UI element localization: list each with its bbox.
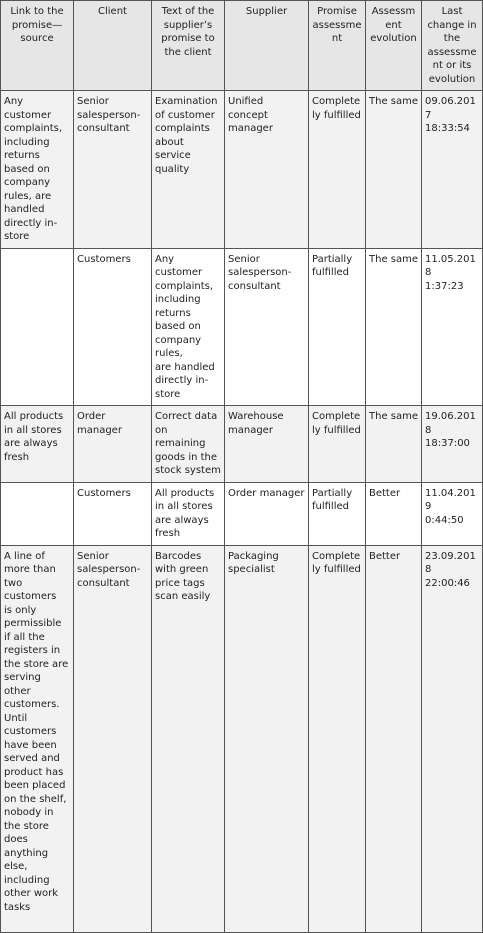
cell-last-change bbox=[422, 91, 483, 249]
cell-last-change-text: 11.04.2019 0:44:50 bbox=[425, 487, 476, 526]
cell-source bbox=[1, 406, 74, 483]
cell-source bbox=[1, 91, 74, 249]
cell-evolution-text: The same bbox=[369, 253, 419, 265]
cell-assessment-text: Completely fulfilled bbox=[312, 96, 361, 121]
column-header-assessment: Promise assessment bbox=[309, 1, 366, 91]
cell-supplier-text: Unified concept manager bbox=[228, 96, 273, 134]
cell-promise bbox=[152, 545, 225, 932]
cell-supplier bbox=[225, 545, 309, 932]
cell-last-change-text: 19.06.2018 18:37:00 bbox=[425, 411, 476, 449]
column-header-last-change: Last change in the assessment or its evolution bbox=[422, 1, 483, 91]
cell-promise-text: Correct data on remaining goods in the stock system bbox=[155, 411, 221, 476]
cell-evolution bbox=[366, 406, 422, 483]
cell-client bbox=[74, 406, 152, 483]
cell-client-text: Customers bbox=[77, 253, 131, 265]
cell-supplier bbox=[225, 482, 309, 545]
cell-supplier-text: Packaging specialist bbox=[228, 550, 279, 575]
cell-supplier-text: Senior salesperson-consultant bbox=[228, 253, 292, 292]
cell-assessment bbox=[309, 545, 366, 932]
cell-client bbox=[74, 545, 152, 932]
cell-assessment-text: Partially fulfilled bbox=[312, 253, 353, 278]
cell-client bbox=[74, 248, 152, 406]
cell-source-text: Any customer complaints, including returns based on company rules, are handled directly in-store bbox=[4, 96, 63, 242]
cell-last-change-text: 23.09.2018 22:00:46 bbox=[425, 550, 476, 589]
cell-promise-text: All products in all stores are always fresh bbox=[155, 487, 215, 539]
table-row bbox=[1, 248, 483, 406]
cell-client-text: Senior salesperson-consultant bbox=[77, 550, 141, 589]
cell-source bbox=[1, 248, 74, 406]
cell-client-text: Order manager bbox=[77, 411, 122, 436]
cell-source-text: A line of more than two customers is only permissible if all the registers in the store are serving other customers. Until customers have been served and product has been placed on the shelf, nobody in the store does anything else, including other work tasks bbox=[4, 550, 69, 913]
cell-evolution bbox=[366, 91, 422, 249]
column-header-source: Link to the promise—source bbox=[1, 1, 74, 91]
cell-last-change bbox=[422, 406, 483, 483]
table-row bbox=[1, 91, 483, 249]
cell-assessment bbox=[309, 482, 366, 545]
cell-client bbox=[74, 482, 152, 545]
cell-promise bbox=[152, 482, 225, 545]
cell-promise bbox=[152, 248, 225, 406]
column-header-promise-text: Text of the supplier’s promise to the client bbox=[152, 1, 225, 91]
table-row bbox=[1, 545, 483, 932]
cell-assessment bbox=[309, 248, 366, 406]
cell-evolution-text: The same bbox=[369, 96, 419, 107]
cell-promise-text: Any customer complaints, including returns based on company rules, are handled directly in-store bbox=[155, 253, 215, 400]
cell-source bbox=[1, 482, 74, 545]
column-header-supplier: Supplier bbox=[225, 1, 309, 91]
cell-last-change bbox=[422, 248, 483, 406]
cell-supplier bbox=[225, 248, 309, 406]
table-row bbox=[1, 482, 483, 545]
cell-supplier bbox=[225, 406, 309, 483]
cell-last-change bbox=[422, 482, 483, 545]
header-row bbox=[1, 1, 483, 91]
cell-last-change bbox=[422, 545, 483, 932]
cell-supplier-text: Order manager bbox=[228, 487, 305, 499]
cell-assessment bbox=[309, 406, 366, 483]
cell-last-change-text: 11.05.2018 1:37:23 bbox=[425, 253, 476, 292]
cell-assessment-text: Partially fulfilled bbox=[312, 487, 353, 512]
cell-evolution-text: Better bbox=[369, 550, 401, 562]
cell-assessment-text: Completely fulfilled bbox=[312, 550, 361, 575]
table-row bbox=[1, 406, 483, 483]
cell-client bbox=[74, 91, 152, 249]
column-header-client: Client bbox=[74, 1, 152, 91]
cell-evolution-text: The same bbox=[369, 411, 419, 422]
cell-evolution bbox=[366, 482, 422, 545]
column-header-evolution: Assessment evolution bbox=[366, 1, 422, 91]
cell-assessment-text: Completely fulfilled bbox=[312, 411, 361, 436]
cell-supplier bbox=[225, 91, 309, 249]
cell-promise bbox=[152, 406, 225, 483]
cell-promise-text: Barcodes with green price tags scan easily bbox=[155, 550, 211, 602]
cell-promise-text: Examination of customer complaints about service quality bbox=[155, 96, 218, 175]
cell-source bbox=[1, 545, 74, 932]
cell-source-text: All products in all stores are always fresh bbox=[4, 411, 64, 463]
cell-evolution-text: Better bbox=[369, 487, 401, 499]
cell-last-change-text: 09.06.2017 18:33:54 bbox=[425, 96, 476, 134]
cell-client-text: Senior salesperson-consultant bbox=[77, 96, 141, 134]
cell-evolution bbox=[366, 545, 422, 932]
cell-evolution bbox=[366, 248, 422, 406]
cell-promise bbox=[152, 91, 225, 249]
cell-supplier-text: Warehouse manager bbox=[228, 411, 284, 436]
cell-client-text: Customers bbox=[77, 487, 131, 499]
cell-assessment bbox=[309, 91, 366, 249]
